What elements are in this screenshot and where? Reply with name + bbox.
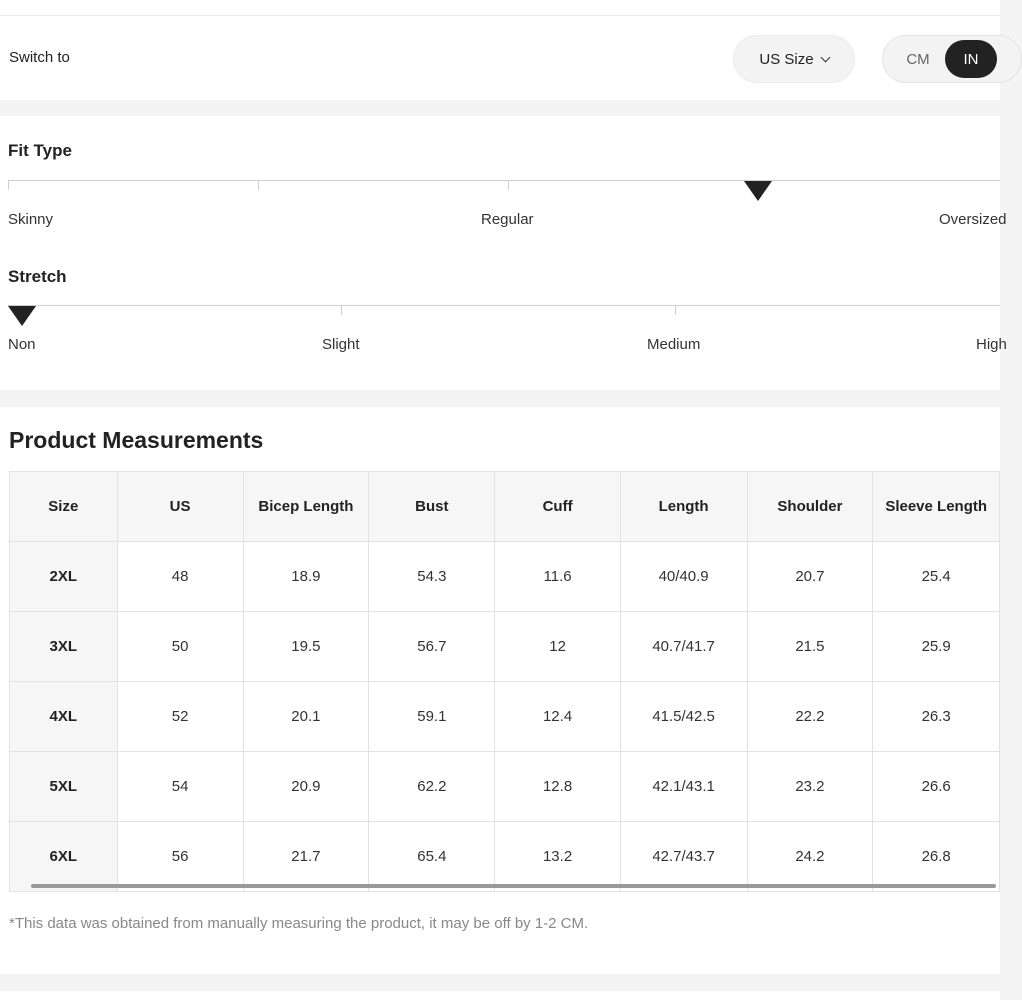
header-us: US [117,472,243,542]
size-cell: 5XL [10,752,118,822]
table-row [10,542,1000,612]
fit-label-regular: Regular [481,211,534,228]
stretch-label-high: High [976,336,1007,353]
table-cell: 48 [117,542,243,612]
table-cell: 62.2 [369,752,495,822]
stretch-label-medium: Medium [647,336,701,353]
table-row [10,752,1000,822]
size-cell: 4XL [10,682,118,752]
table-cell: 26.3 [873,682,1000,752]
stretch-tick [341,305,342,315]
stretch-label-non: Non [8,336,36,353]
table-cell: 21.5 [747,612,873,682]
header-length: Length [620,472,747,542]
measurements-title: Product Measurements [9,427,264,453]
table-cell: 42.1/43.1 [620,752,747,822]
table-cell: 42.7/43.7 [620,822,747,892]
fit-type-scale [8,180,1000,181]
header-size: Size [10,472,118,542]
table-cell: 52 [117,682,243,752]
table-cell: 40.7/41.7 [620,612,747,682]
size-cell: 2XL [10,542,118,612]
table-cell: 56 [117,822,243,892]
header-cuff: Cuff [495,472,620,542]
table-cell: 22.2 [747,682,873,752]
size-cell: 3XL [10,612,118,682]
stretch-scale [8,305,1000,306]
stretch-marker [8,306,36,326]
top-strip [0,0,1000,15]
table-cell: 20.9 [243,752,369,822]
table-cell: 50 [117,612,243,682]
table-cell: 56.7 [369,612,495,682]
table-cell: 20.1 [243,682,369,752]
table-cell: 20.7 [747,542,873,612]
table-header-row [10,472,1000,542]
fit-type-title: Fit Type [8,141,72,160]
table-cell: 21.7 [243,822,369,892]
stretch-title: Stretch [8,267,67,286]
size-system-value: US Size [759,50,814,68]
table-cell: 25.9 [873,612,1000,682]
header-sleeve-length: Sleeve Length [873,472,1000,542]
measurement-note: *This data was obtained from manually measuring the product, it may be off by 1-2 CM. [9,915,589,932]
size-system-dropdown[interactable] [733,35,855,83]
stretch-tick [675,305,676,315]
product-measurements-panel [0,407,1000,974]
table-cell: 59.1 [369,682,495,752]
fit-label-oversized: Oversized [939,211,1007,228]
table-cell: 41.5/42.5 [620,682,747,752]
table-cell: 19.5 [243,612,369,682]
table-cell: 12 [495,612,620,682]
horizontal-scrollbar[interactable] [31,884,996,888]
header-shoulder: Shoulder [747,472,873,542]
table-cell: 12.4 [495,682,620,752]
stretch-label-slight: Slight [322,336,360,353]
size-cell: 6XL [10,822,118,892]
table-row [10,682,1000,752]
chevron-down-icon [820,52,830,62]
switch-to-label: Switch to [9,49,70,66]
table-row [10,822,1000,892]
table-cell: 65.4 [369,822,495,892]
table-cell: 18.9 [243,542,369,612]
fit-tick [8,180,9,190]
table-cell: 13.2 [495,822,620,892]
table-cell: 26.6 [873,752,1000,822]
table-row [10,612,1000,682]
header-bicep-length: Bicep Length [243,472,369,542]
table-cell: 25.4 [873,542,1000,612]
table-cell: 26.8 [873,822,1000,892]
bottom-panel [0,991,1000,1000]
fit-type-marker [744,181,772,201]
table-cell: 23.2 [747,752,873,822]
table-cell: 40/40.9 [620,542,747,612]
header-bust: Bust [369,472,495,542]
table-cell: 12.8 [495,752,620,822]
unit-cm-option[interactable]: CM [906,50,930,68]
table-cell: 11.6 [495,542,620,612]
unit-switch-bar [0,15,1000,100]
fit-tick [258,180,259,190]
unit-in-option[interactable]: IN [945,40,997,78]
fit-and-stretch-panel [0,116,1007,390]
measurements-table [9,471,1000,892]
unit-toggle[interactable] [882,35,1022,83]
table-cell: 54 [117,752,243,822]
table-cell: 24.2 [747,822,873,892]
fit-tick [508,180,509,190]
fit-label-skinny: Skinny [8,211,54,228]
table-cell: 54.3 [369,542,495,612]
